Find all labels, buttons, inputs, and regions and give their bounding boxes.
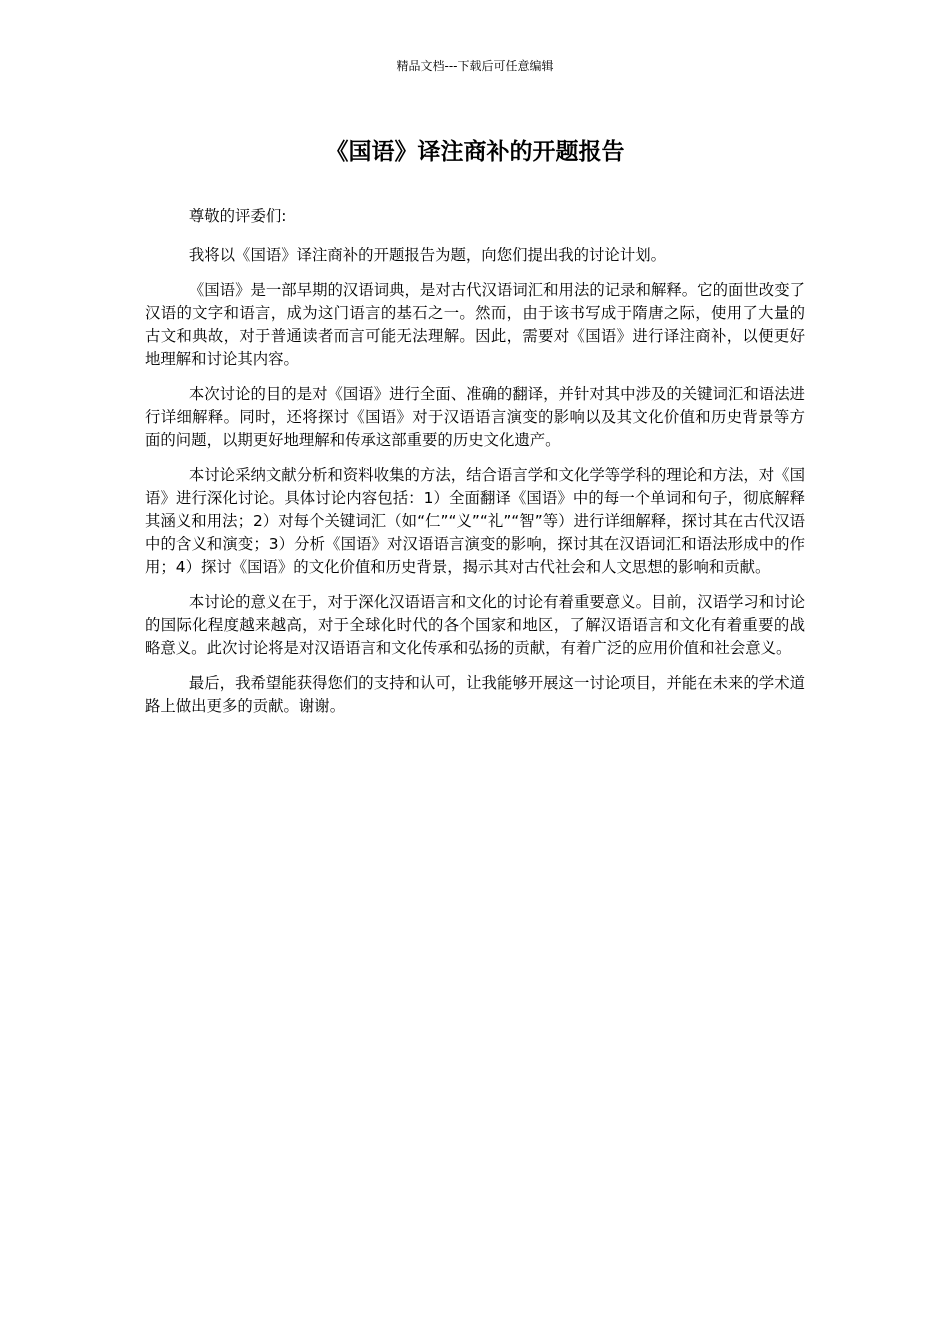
document-title: 《国语》译注商补的开题报告 [325,139,625,165]
salutation: 尊敬的评委们: [188,207,287,225]
paragraph-purpose: 本次讨论的目的是对《国语》进行全面、准确的翻译，并针对其中涉及的关键词汇和语法进行详细解释。同时，还将探讨《国语》对于汉语语言演变的影响以及其文化价值和历史背景等方面的问题，以期更好地理解和传承这部重要的历史文化遗产。 [145,385,805,449]
paragraph-closing: 最后，我希望能获得您们的支持和认可，让我能够开展这一讨论项目，并能在未来的学术道路上做出更多的贡献。谢谢。 [145,674,805,715]
paragraph-background: 《国语》是一部早期的汉语词典，是对古代汉语词汇和用法的记录和解释。它的面世改变了汉语的文字和语言，成为这门语言的基石之一。然而，由于该书写成于隋唐之际，使用了大量的古文和典故，对于普通读者而言可能无法理解。因此，需要对《国语》进行译注商补，以便更好地理解和讨论其内容。 [145,281,805,368]
paragraph-significance: 本讨论的意义在于，对于深化汉语语言和文化的讨论有着重要意义。目前，汉语学习和讨论的国际化程度越来越高，对于全球化时代的各个国家和地区，了解汉语语言和文化有着重要的战略意义。此次讨论将是对汉语语言和文化传承和弘扬的贡献，有着广泛的应用价值和社会意义。 [145,593,805,657]
document-body [145,205,805,730]
header-note: 精品文档---下载后可任意编辑 [396,59,554,73]
paragraph-methods: 本讨论采纳文献分析和资料收集的方法，结合语言学和文化学等学科的理论和方法，对《国语》进行深化讨论。具体讨论内容包括：1）全面翻译《国语》中的每一个单词和句子，彻底解释其涵义和用法；2）对每个关键词汇（如“仁”“义”“礼”“智”等）进行详细解释，探讨其在古代汉语中的含义和演变；3）分析《国语》对汉语语言演变的影响，探讨其在汉语词汇和语法形成中的作用；4）探讨《国语》的文化价值和历史背景，揭示其对古代社会和人文思想的影响和贡献。 [145,466,805,576]
paragraph-intro: 我将以《国语》译注商补的开题报告为题，向您们提出我的讨论计划。 [188,246,666,264]
